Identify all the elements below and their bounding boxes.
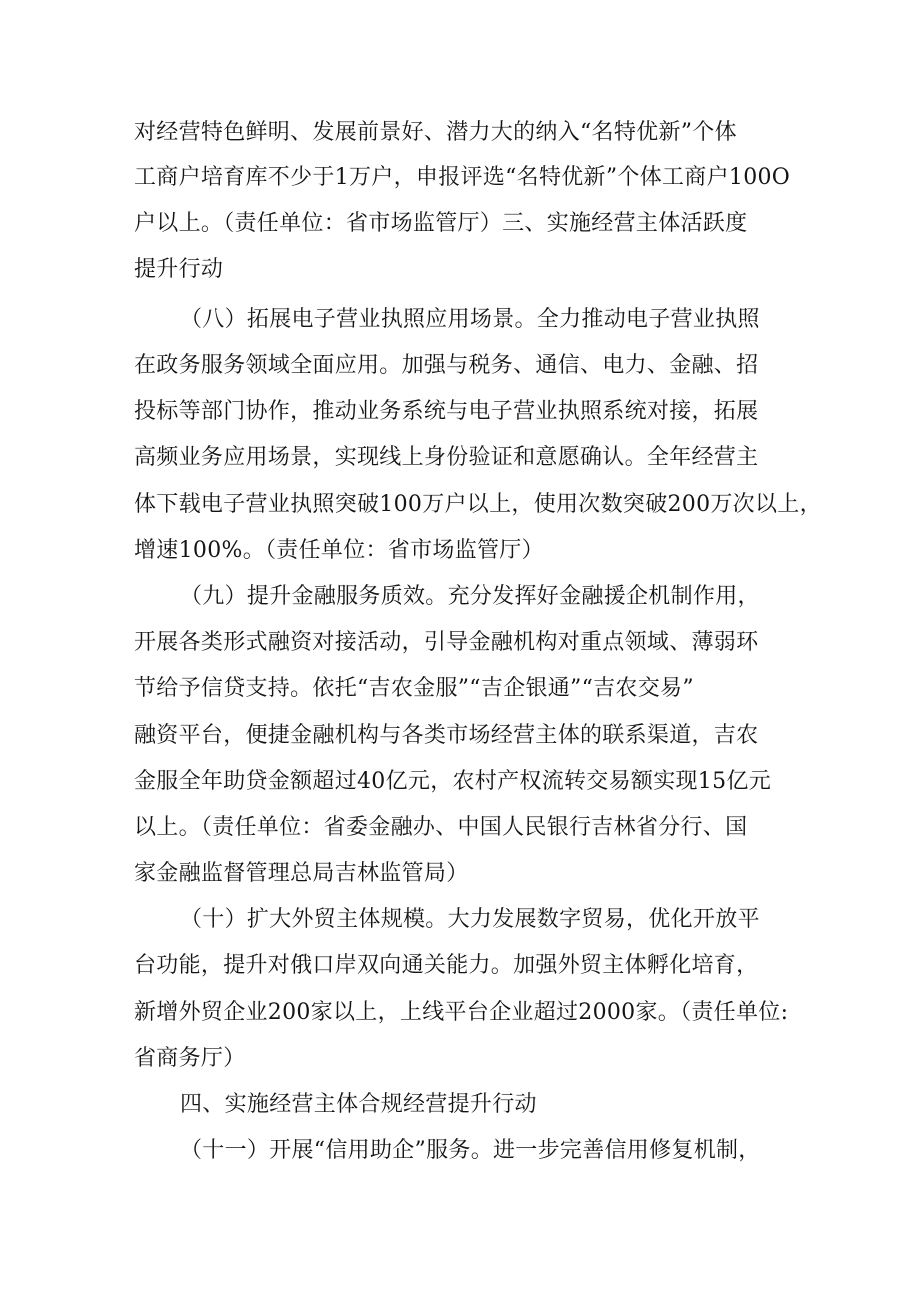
text-line: 金服全年助贷金额超过40亿元，农村产权流转交易额实现15亿元 — [134, 769, 771, 794]
text-line: （十一）开展“信用助企”服务。进一步完善信用修复机制， — [180, 1138, 761, 1163]
text-line: 投标等部门协作，推动业务系统与电子营业执照系统对接，拓展 — [134, 399, 759, 424]
text-line: 户以上。（责任单位：省市场监管厅）三、实施经营主体活跃度 — [134, 211, 748, 236]
text-line: 家金融监督管理总局吉林监管局） — [134, 861, 469, 886]
text-line: 开展各类形式融资对接活动，引导金融机构对重点领域、薄弱环 — [134, 630, 759, 655]
text-line: （八）拓展电子营业执照应用场景。全力推动电子营业执照 — [180, 307, 760, 332]
text-line: 新增外贸企业200家以上，上线平台企业超过2000家。（责任单位: — [134, 1000, 789, 1025]
text-line: 台功能，提升对俄口岸双向通关能力。加强外贸主体孵化培育， — [134, 953, 759, 978]
text-line: 融资平台，便捷金融机构与各类市场经营主体的联系渠道，吉农 — [134, 723, 759, 748]
section-heading: 四、实施经营主体合规经营提升行动 — [180, 1092, 537, 1117]
text-line: 节给予信贷支持。依托“吉农金服”“吉企银通”“吉农交易” — [134, 676, 694, 701]
text-line: （十）扩大外贸主体规模。大力发展数字贸易，优化开放平 — [180, 907, 760, 932]
text-line: 以上。（责任单位：省委金融办、中国人民银行吉林省分行、国 — [134, 815, 748, 840]
text-line: 高频业务应用场景，实现线上身份验证和意愿确认。全年经营主 — [134, 445, 759, 470]
text-line: 增速100%。（责任单位：省市场监管厅） — [134, 538, 544, 563]
text-line: 在政务服务领域全面应用。加强与税务、通信、电力、金融、招 — [134, 353, 759, 378]
text-line: 工商户培育库不少于1万户，申报评选“名特优新”个体工商户100O — [134, 165, 791, 190]
text-line: （九）提升金融服务质效。充分发挥好金融援企机制作用， — [180, 584, 760, 609]
text-line: 体下载电子营业执照突破100万户以上，使用次数突破200万次以上， — [134, 492, 822, 517]
text-line: 提升行动 — [134, 257, 224, 282]
text-line: 省商务厅） — [134, 1046, 246, 1071]
text-line: 对经营特色鲜明、发展前景好、潜力大的纳入“名特优新”个体 — [134, 120, 737, 145]
